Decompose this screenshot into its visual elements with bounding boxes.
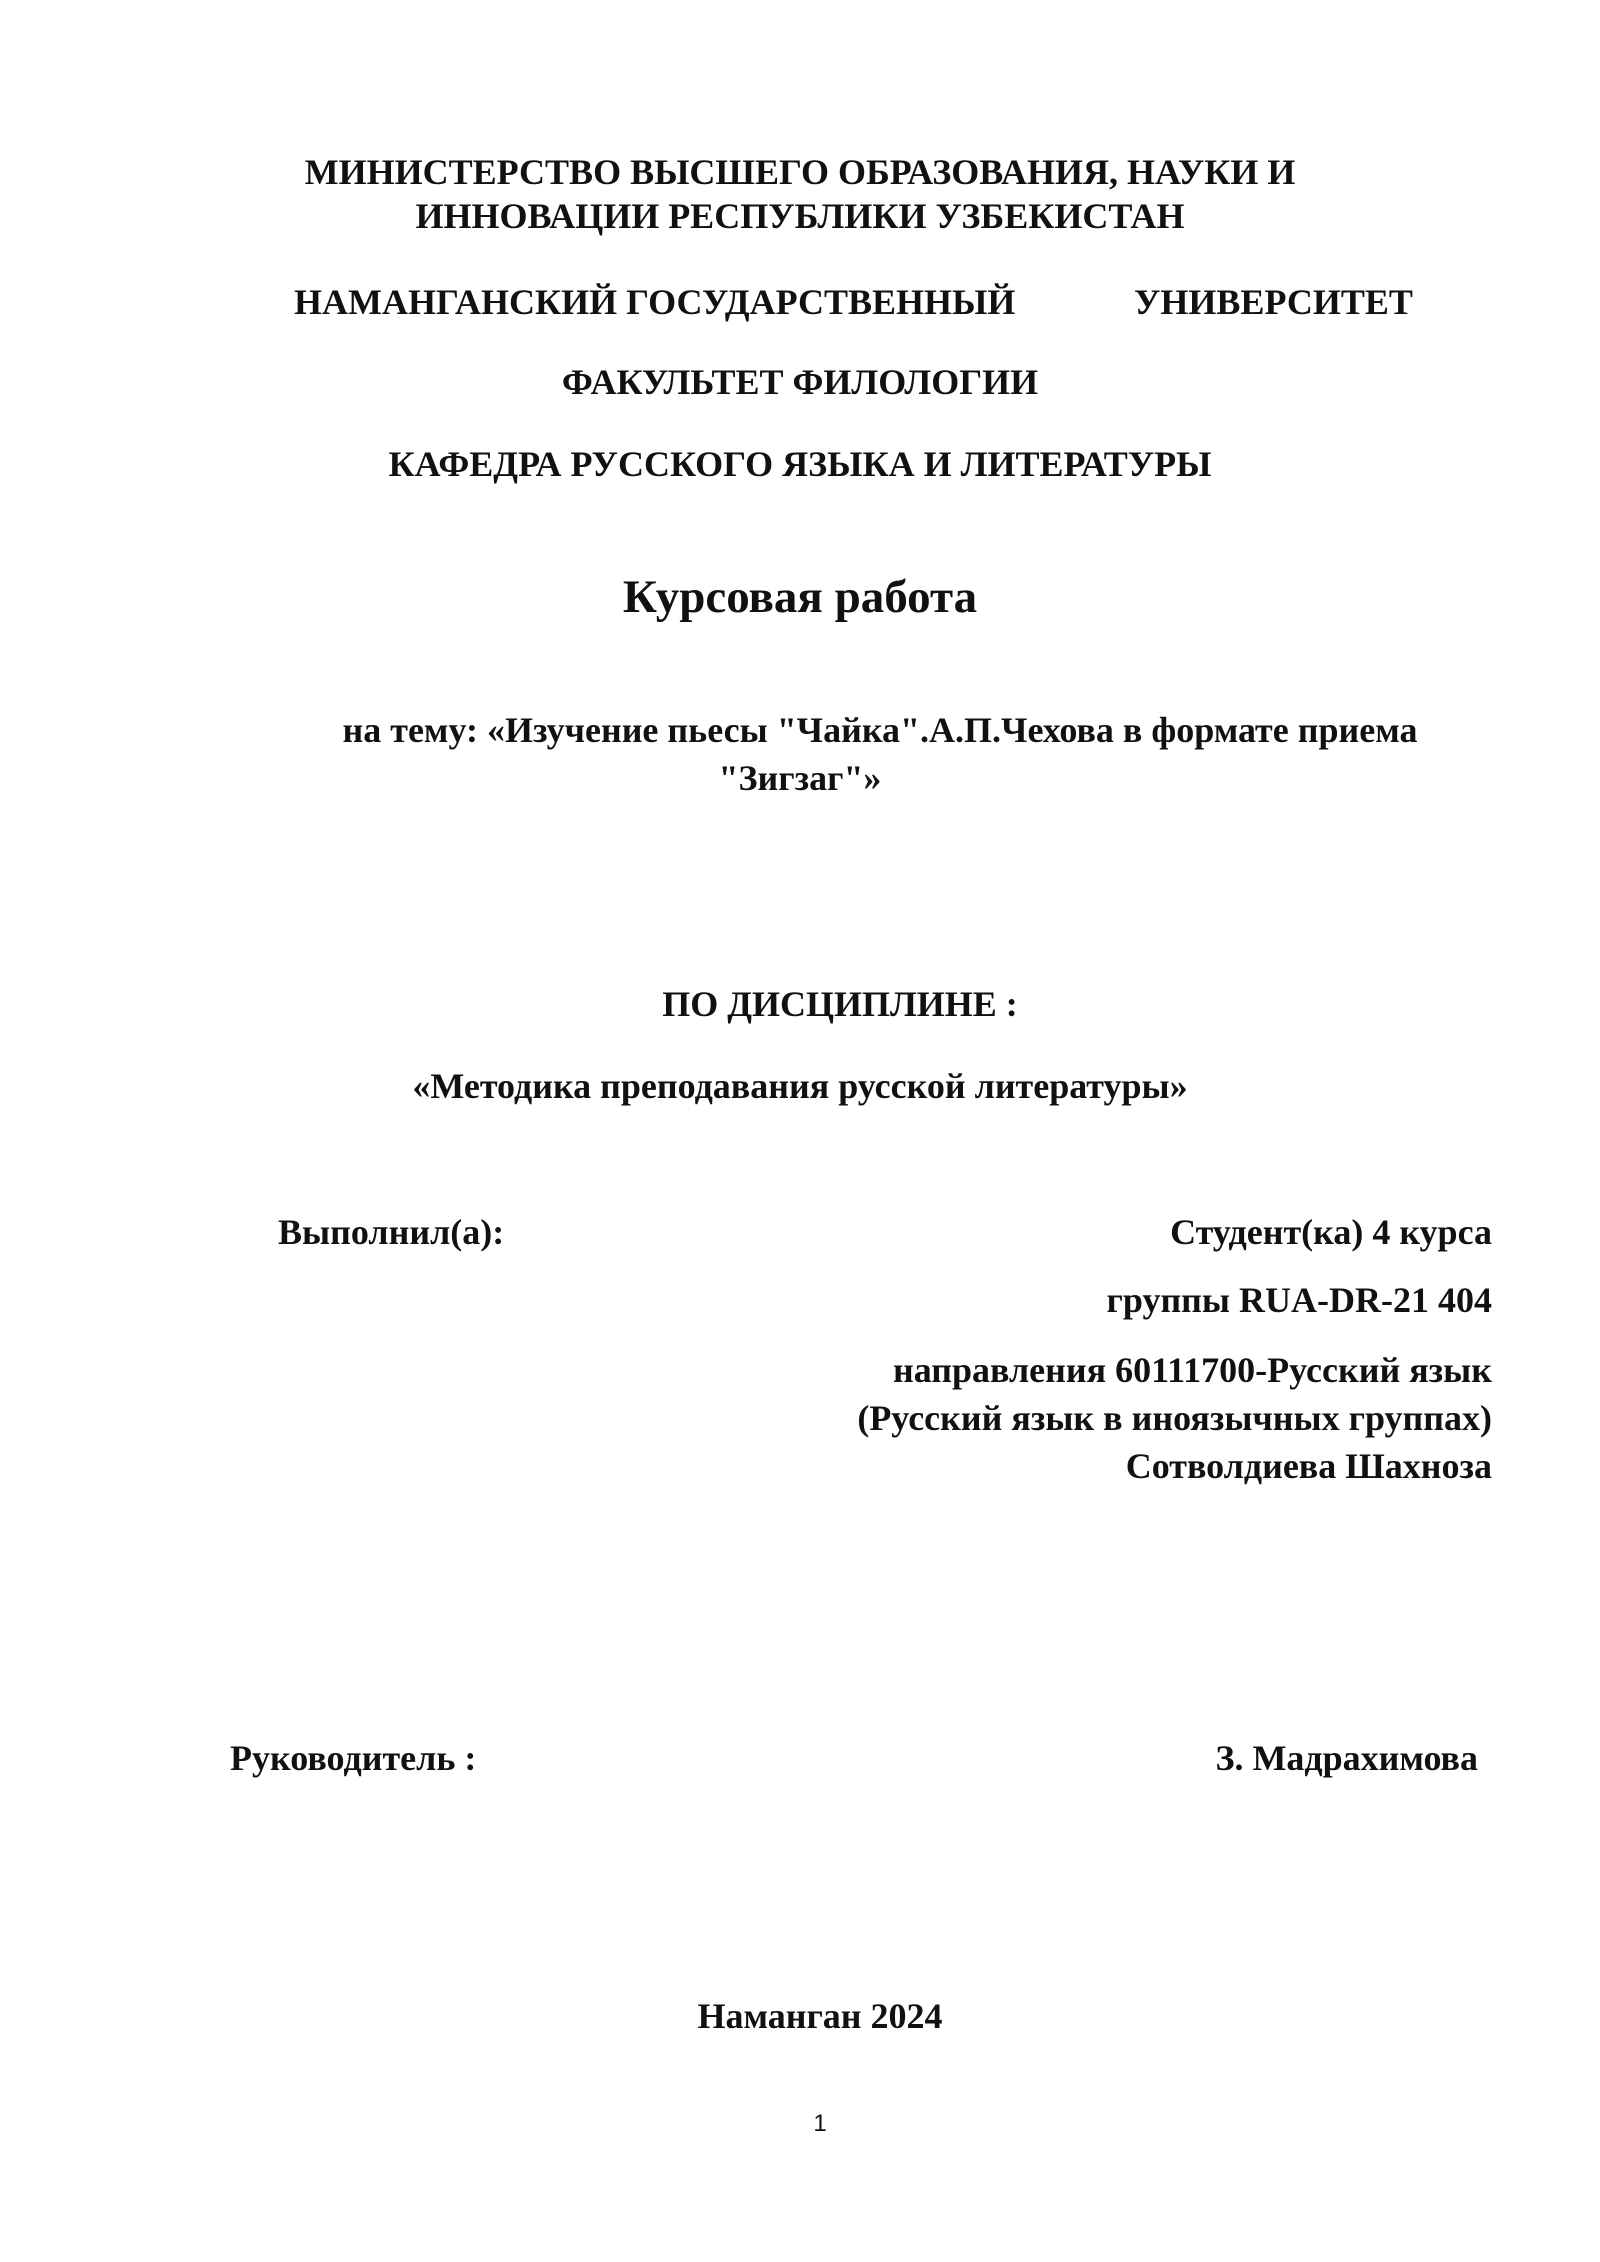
ministry-line-2: ИННОВАЦИИ РЕСПУБЛИКИ УЗБЕКИСТАН	[415, 196, 1185, 236]
university-name-left: НАМАНГАНСКИЙ ГОСУДАРСТВЕННЫЙ	[294, 282, 1016, 322]
university-name-right: УНИВЕРСИТЕТ	[1134, 282, 1413, 322]
author-group: группы RUA-DR-21 404	[1106, 1280, 1492, 1320]
faculty-name: ФАКУЛЬТЕТ ФИЛОЛОГИИ	[561, 362, 1039, 402]
supervisor-label: Руководитель :	[230, 1738, 477, 1778]
supervisor-name: З. Мадрахимова	[1215, 1738, 1478, 1778]
discipline-name: «Методика преподавания русской литературы»	[412, 1066, 1188, 1106]
work-title: Курсовая работа	[622, 571, 978, 623]
page-number: 1	[813, 2110, 827, 2137]
ministry-line-1: МИНИСТЕРСТВО ВЫСШЕГО ОБРАЗОВАНИЯ, НАУКИ И	[304, 152, 1296, 192]
author-course: Студент(ка) 4 курса	[1170, 1212, 1492, 1252]
topic-line-1: на тему: «Изучение пьесы "Чайка".А.П.Чехова в формате приема	[342, 710, 1418, 750]
author-label: Выполнил(а):	[278, 1212, 505, 1252]
author-direction-line-2: (Русский язык в иноязычных группах)	[857, 1398, 1492, 1438]
author-name: Сотволдиева Шахноза	[1125, 1446, 1492, 1486]
author-direction-line-1: направления 60111700-Русский язык	[892, 1350, 1492, 1390]
topic-line-2: "Зигзаг"»	[718, 758, 882, 798]
department-name: КАФЕДРА РУССКОГО ЯЗЫКА И ЛИТЕРАТУРЫ	[388, 444, 1212, 484]
city-year: Наманган 2024	[697, 1996, 943, 2036]
discipline-label: ПО ДИСЦИПЛИНЕ :	[662, 984, 1018, 1024]
